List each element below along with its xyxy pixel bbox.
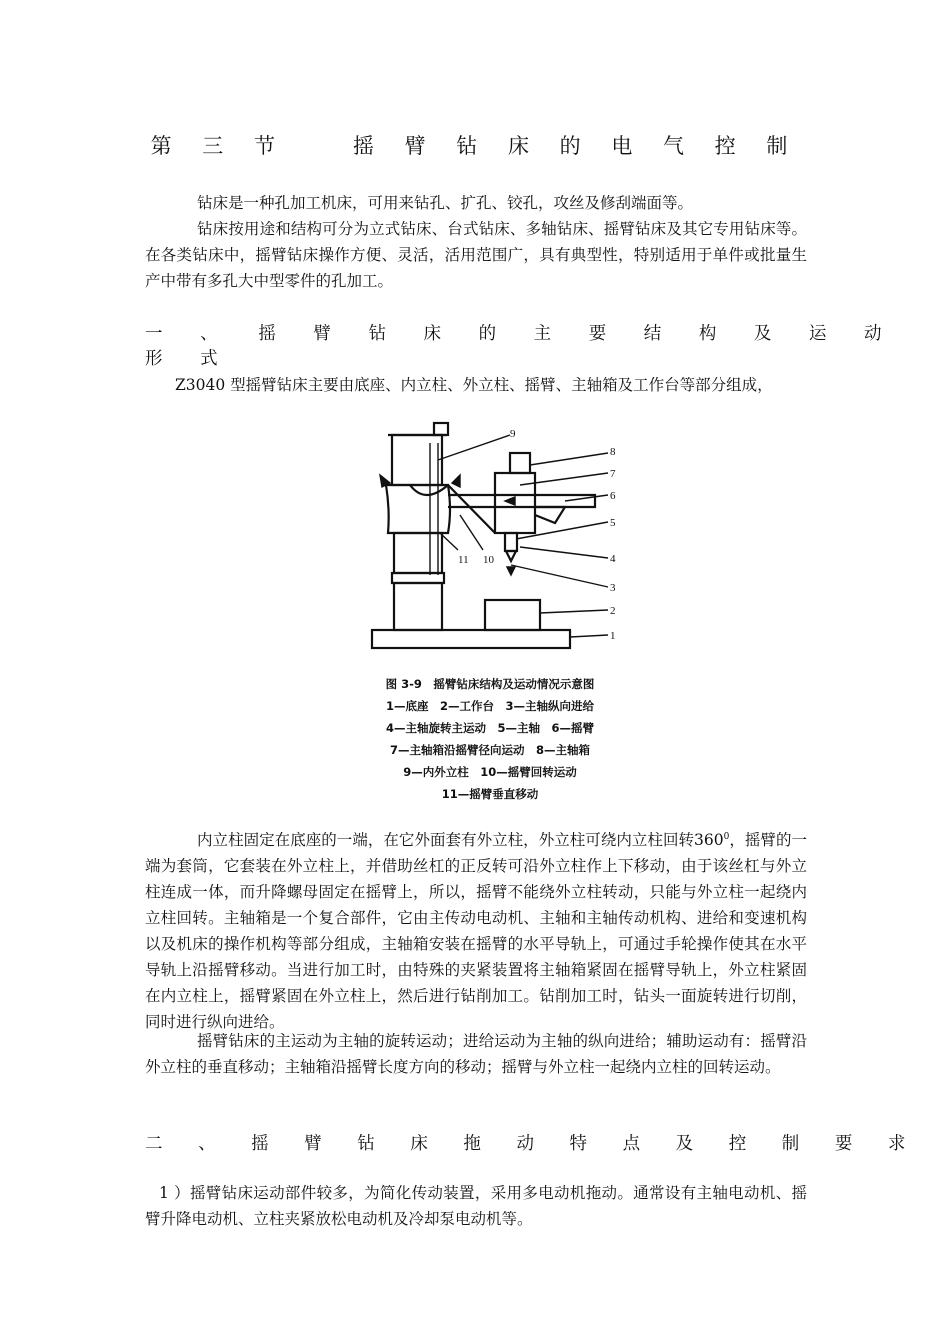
figure-caption-title: 图 3-9 摇臂钻床结构及运动情况示意图: [385, 677, 595, 691]
figure-caption-line-2: 4—主轴旋转主运动 5—主轴 6—摇臂: [385, 721, 594, 735]
outer-column-shape: [394, 533, 442, 573]
inner-column-shape: [394, 583, 442, 630]
worktable-shape: [485, 600, 540, 630]
column-top-shape: [392, 435, 442, 485]
body-paragraph-1-text-b: ，摇臂的一端为套筒，它套装在外立柱上，并借助丝杠的正反转可沿外立柱作上下移动，由于该丝杠与外立柱连成一体，而升降螺母固定在摇臂上，所以，摇臂不能绕外立柱转动，只能与外立柱一起绕内立柱回转。主轴箱是一个复合部件，它由主传动电动机、主轴和主轴传动机构、进给和变速机构以及机床的操作机构等部分组成，主轴箱安装在摇臂的水平导轨上，可通过手轮操作使其在水平导轨上沿摇臂移动。当进行加工时，由特殊的夹紧装置将主轴箱紧固在摇臂导轨上，外立柱紧固在内立柱上，摇臂紧固在外立柱上，然后进行钻削加工。钻削加工时，钻头一面旋转进行切削，同时进行纵向进给。: [145, 831, 807, 1032]
section-2-heading: 二 、 摇 臂 钻 床 拖 动 特 点 及 控 制 要 求: [145, 1134, 921, 1154]
figure-caption-line-1: 1—底座 2—工作台 3—主轴纵向进给: [385, 699, 594, 713]
degree-superscript: 0: [723, 832, 730, 842]
callout-6: 6: [610, 490, 616, 502]
drilling-machine-diagram: [360, 415, 625, 655]
callout-5: 5: [610, 517, 616, 529]
section-1-heading: 一 、 摇 臂 钻 床 的 主 要 结 构 及 运 动 形 式: [145, 324, 898, 369]
callout-3: 3: [610, 582, 616, 594]
callout-4: 4: [610, 553, 616, 565]
callout-1: 1: [610, 630, 616, 642]
figure-caption-line-3: 7—主轴箱沿摇臂径向运动 8—主轴箱: [389, 743, 590, 757]
intro-paragraph-2: 钻床按用途和结构可分为立式钻床、台式钻床、多轴钻床、摇臂钻床及其它专用钻床等。在各类钻床中，摇臂钻床操作方便、灵活，活用范围广，具有典型性，特别适用于单件或批量生产中带有多孔大中型零件的孔加工。: [145, 220, 807, 290]
page-title: 第 三 节 摇 臂 钻 床 的 电 气 控 制: [150, 134, 800, 158]
callout-8: 8: [610, 446, 616, 458]
callout-7: 7: [610, 468, 616, 480]
callout-2: 2: [610, 605, 616, 617]
section-2-item-1: 1 ）摇臂钻床运动部件较多，为简化传动装置，采用多电动机拖动。通常设有主轴电动机、摇臂升降电动机、立柱夹紧放松电动机及冷却泵电动机等。: [145, 1184, 807, 1228]
callout-9: 9: [510, 428, 516, 440]
body-paragraph-1: [145, 824, 807, 1035]
arm-shape: [448, 495, 595, 507]
callout-11: 11: [458, 554, 469, 566]
figure-caption-line-4: 9—内外立柱 10—摇臂回转运动: [403, 765, 577, 779]
intro-paragraph-1: 钻床是一种孔加工机床，可用来钻孔、扩孔、铰孔，攻丝及修刮端面等。: [197, 194, 694, 212]
figure-caption-line-5: 11—摇臂垂直移动: [441, 787, 539, 801]
body-paragraph-1-text-a: 内立柱固定在底座的一端，在它外面套有外立柱，外立柱可绕内立柱回转360: [197, 831, 724, 850]
base-shape: [372, 630, 570, 648]
callout-10: 10: [483, 554, 494, 566]
section-1-lead: Z3040 型摇臂钻床主要由底座、内立柱、外立柱、摇臂、主轴箱及工作台等部分组成，: [175, 376, 773, 394]
body-paragraph-2: 摇臂钻床的主运动为主轴的旋转运动；进给运动为主轴的纵向进给；辅助运动有：摇臂沿外立柱的垂直移动；主轴箱沿摇臂长度方向的移动；摇臂与外立柱一起绕内立柱的回转运动。: [145, 1032, 807, 1076]
